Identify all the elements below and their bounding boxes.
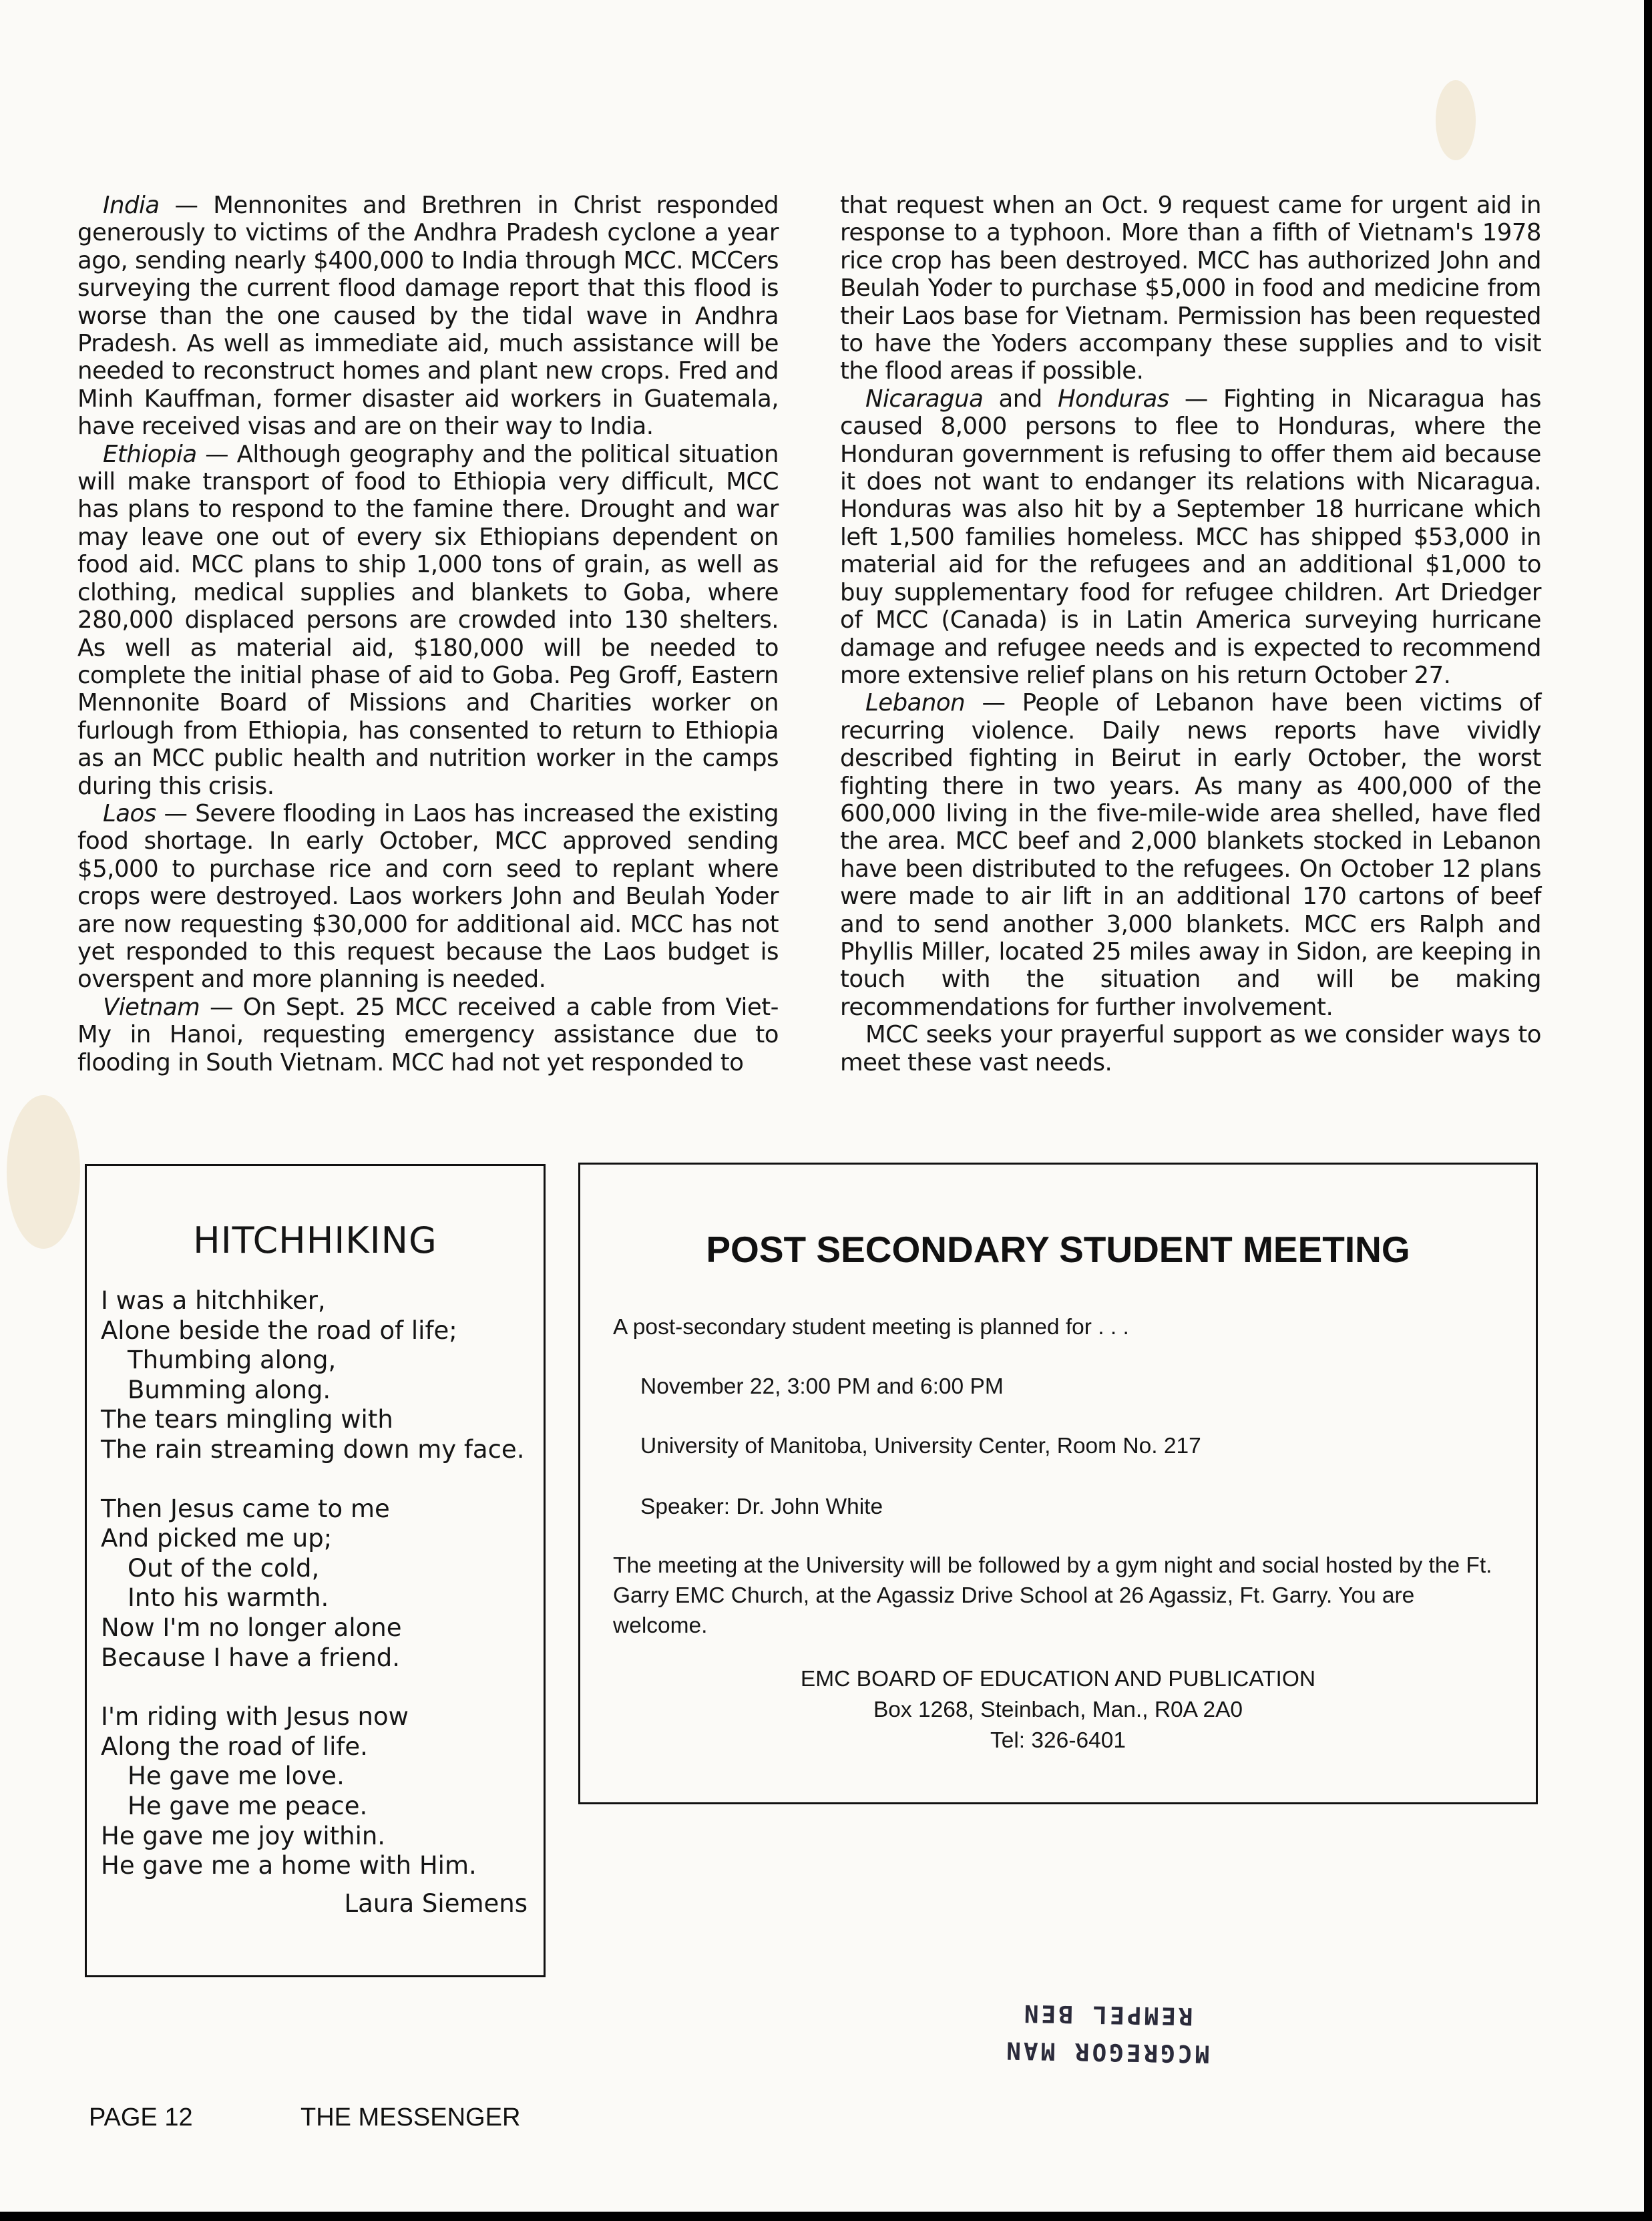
paragraph-vietnam	[77, 994, 779, 1076]
notice-details: The meeting at the University will be followed by a gym night and social hosted by the Ft. Garry EMC Church, at the Agassiz Drive School at 26 Agassiz, Ft. Garry. You are welcome.	[613, 1553, 1492, 1638]
stanza-break	[101, 1465, 528, 1494]
poem-line: Because I have a friend.	[101, 1643, 401, 1672]
org-phone: Tel: 326-6401	[990, 1728, 1126, 1753]
stamp-line: REMPEL BEN	[1021, 1999, 1193, 2030]
poem-line: Now I'm no longer alone	[101, 1613, 402, 1642]
paragraph-ethiopia	[77, 441, 779, 800]
country-heading: Laos	[103, 799, 156, 827]
poem-line: Out of the cold,	[128, 1553, 320, 1583]
poem-line: The tears mingling with	[101, 1405, 393, 1434]
org-address: Box 1268, Steinbach, Man., R0A 2A0	[873, 1697, 1243, 1722]
publication-name: THE MESSENGER	[300, 2103, 521, 2132]
notice-title: POST SECONDARY STUDENT MEETING	[706, 1229, 1410, 1270]
paragraph-lebanon	[840, 689, 1541, 1021]
stanza-break	[101, 1673, 528, 1702]
country-heading: Nicaragua	[865, 385, 984, 413]
paragraph-text: — Although geography and the political situation will make transport of food to Ethiopia very difficult, MCC has plans to respond to the famine there. Drought and war may leave one out of every six Ethiopians dependent on food aid. MCC plans to ship 1,000 tons of grain, as well as clothing, medical supplies and blankets to Goba, where 280,000 displaced persons are crowded into 130 shelters. As well as material aid, $180,000 will be needed to complete the initial phase of aid to Goba. Peg Groff, Eastern Mennonite Board of Missions and Charities worker on furlough from Ethiopia, has consented to return to Ethiopia as an MCC public health and nutrition worker in the camps during this crisis.	[77, 440, 779, 800]
notice-date: November 22, 3:00 PM and 6:00 PM	[640, 1374, 1004, 1399]
paragraph-text: — People of Lebanon have been victims of recurring violence. Daily news reports have vividly described fighting in Beirut in early October, the worst fighting there in two years. As many as 400,000 of the 600,000 living in the five-mile-wide area shelled, have fled the area. MCC beef and 2,000 blankets stocked in Lebanon have been distributed to the refugees. On October 12 plans were made to air lift in an additional 170 cartons of beef and to send another 3,000 blankets. MCC ers Ralph and Phyllis Miller, located 25 miles away in Sidon, are keeping in touch with the situation and will be making recommendations for further involvement.	[840, 689, 1541, 1021]
notice-organization	[580, 1664, 1536, 1756]
paper-stain	[1436, 80, 1476, 160]
poem-line: Along the road of life.	[101, 1732, 368, 1761]
country-heading: Vietnam	[103, 993, 200, 1021]
page-number: PAGE 12	[89, 2103, 193, 2132]
org-name: EMC BOARD OF EDUCATION AND PUBLICATION	[800, 1667, 1316, 1691]
paragraph-india	[77, 192, 779, 441]
poem-line: Bumming along.	[128, 1375, 331, 1404]
article-column-right	[840, 192, 1541, 1076]
paragraph-closing: MCC seeks your prayerful support as we consider ways to meet these vast needs.	[840, 1021, 1541, 1076]
poem-line: He gave me a home with Him.	[101, 1851, 477, 1880]
stamp-line: MCGREGOR MAN	[1003, 2036, 1210, 2067]
poem-author: Laura Siemens	[344, 1889, 528, 1918]
notice-speaker: Speaker: Dr. John White	[640, 1494, 883, 1519]
poem-line: Thumbing along,	[128, 1346, 337, 1375]
meeting-notice-box	[578, 1163, 1538, 1804]
paragraph-laos	[77, 800, 779, 994]
poem-line: Alone beside the road of life;	[101, 1316, 457, 1345]
poem-line: And picked me up;	[101, 1524, 333, 1553]
country-heading: India	[103, 192, 160, 219]
poem-box	[85, 1164, 546, 1977]
paragraph-text: — Fighting in Nicaragua has caused 8,000 persons to flee to Honduras, where the Honduran government is refusing to offer them aid because it does not want to endanger its relations with Nicaragua. Honduras was also hit by a September 18 hurricane which left 1,500 families homeless. MCC has shipped $53,000 in material aid for the refugees and an additional $1,000 to buy supplementary food for refugee children. Art Driedger of MCC (Canada) is in Latin America surveying hurricane damage and refugee needs and is expected to recommend more extensive relief plans on his return October 27.	[840, 385, 1541, 689]
poem-line: The rain streaming down my face.	[101, 1434, 525, 1464]
poem-line: I was a hitchhiker,	[101, 1286, 326, 1315]
conjunction: and	[983, 385, 1058, 413]
notice-intro: A post-secondary student meeting is planned for . . .	[613, 1315, 1129, 1340]
poem-title: HITCHHIKING	[193, 1219, 437, 1261]
paragraph-text: — Mennonites and Brethren in Christ responded generously to victims of the Andhra Pradesh cyclone a year ago, sending nearly $400,000 to India through MCC. MCCers surveying the current flood damage report that this flood is worse than the one caused by the tidal wave in Andhra Pradesh. As well as immediate aid, much assistance will be needed to reconstruct homes and plant new crops. Fred and Minh Kauffman, former disaster aid workers in Guatemala, have received visas and are on their way to India.	[77, 192, 779, 441]
paragraph-text: — On Sept. 25 MCC received a cable from Viet-My in Hanoi, requesting emergency assistance due to flooding in South Vietnam. MCC had not yet responded to	[77, 993, 779, 1076]
country-heading: Honduras	[1057, 385, 1169, 413]
poem-line: I'm riding with Jesus now	[101, 1702, 409, 1732]
paragraph-nicaragua-honduras	[840, 385, 1541, 689]
paper-stain	[7, 1095, 80, 1249]
poem-body	[101, 1286, 528, 1881]
country-heading: Lebanon	[865, 689, 966, 717]
country-heading: Ethiopia	[103, 440, 197, 468]
poem-line: Then Jesus came to me	[101, 1494, 390, 1523]
article-column-left	[77, 192, 779, 1076]
poem-line: Into his warmth.	[128, 1583, 329, 1613]
poem-line: He gave me peace.	[128, 1791, 368, 1820]
paragraph-vietnam-continued: that request when an Oct. 9 request came for urgent aid in response to a typhoon. More than a fifth of Vietnam's 1978 rice crop has been destroyed. MCC has authorized John and Beulah Yoder to purchase $5,000 in food and medicine from their Laos base for Vietnam. Permission has been requested to have the Yoders accompany these supplies and to visit the flood areas if possible.	[840, 192, 1541, 385]
address-stamp	[986, 1975, 1228, 2072]
poem-line: He gave me joy within.	[101, 1821, 386, 1850]
paragraph-text: — Severe flooding in Laos has increased the existing food shortage. In early October, MCC approved sending $5,000 to purchase rice and corn seed to replant where crops were destroyed. Laos workers John and Beulah Yoder are now requesting $30,000 for additional aid. MCC has not yet responded to this request because the Laos budget is overspent and more planning is needed.	[77, 799, 779, 994]
notice-place: University of Manitoba, University Center, Room No. 217	[640, 1434, 1201, 1458]
poem-line: He gave me love.	[128, 1762, 345, 1791]
